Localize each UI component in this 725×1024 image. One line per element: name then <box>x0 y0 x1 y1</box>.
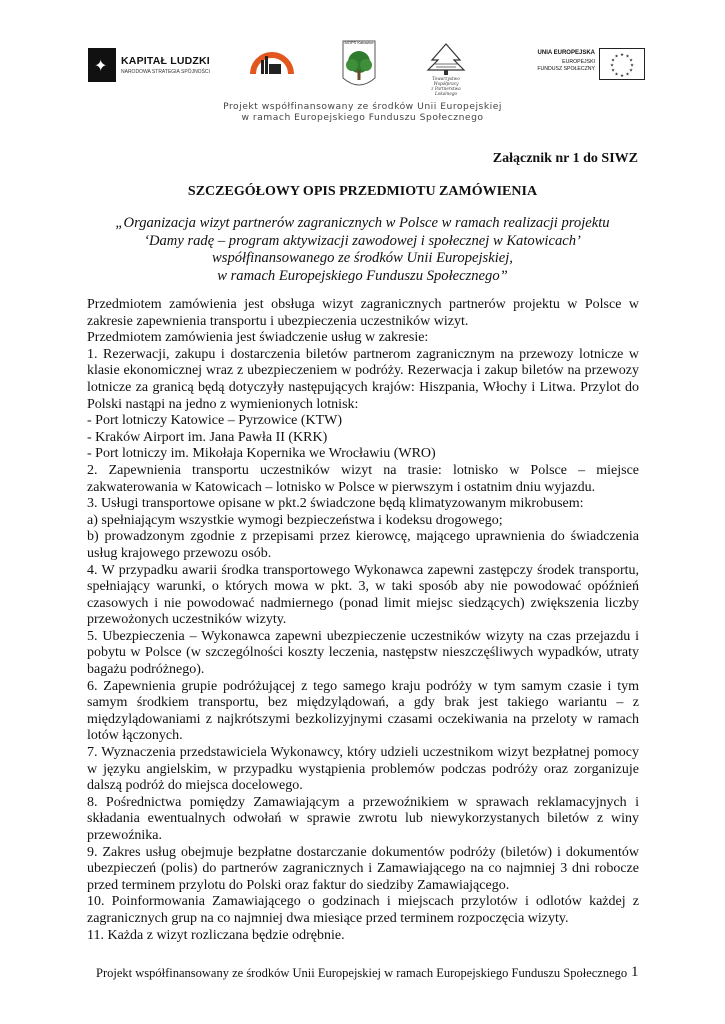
paragraph: 10. Poinformowania Zamawiającego o godzinach i miejscach przylotów i odlotów każdej z zagranicznych grup na co najmniej dwa miesiące przed terminem rozpoczęcia wizyty. <box>87 894 639 926</box>
document-subtitle <box>0 215 725 285</box>
paragraph: 8. Pośrednictwa pomiędzy Zamawiającym a przewoźnikiem w sprawach reklamacyjnych i składania ewentualnych odwołań w sprawie zwrotu lub niewykorzystanych biletów z winy przewoźnika. <box>87 794 639 843</box>
annex-label: Załącznik nr 1 do SIWZ <box>492 151 638 166</box>
svg-text:★: ★ <box>610 68 616 74</box>
paragraph: 3. Usługi transportowe opisane w pkt.2 świadczone będą klimatyzowanym mikrobusem: <box>87 496 584 512</box>
mops-katowice-logo <box>340 40 378 92</box>
mops-label: MOPS Katowice <box>344 40 374 45</box>
paragraph: a) spełniającym wszystkie wymogi bezpieczeństwa i kodeksu drogowego; <box>87 512 503 528</box>
star-icon: ✦ <box>94 56 108 75</box>
svg-text:★: ★ <box>614 54 619 60</box>
paragraph: 5. Ubezpieczenia – Wykonawca zapewni ubezpieczenie uczestników wizyty na czas przejazdu i pobytu w Polsce (w szczególności koszty leczenia, następstw nieszczęśliwych wypadków, utraty bagażu podróżnego). <box>87 628 639 678</box>
kapital-ludzki-emblem <box>88 48 116 82</box>
paragraph: 1. Rezerwacji, zakupu i dostarczenia biletów partnerom zagranicznym na przewozy lotnicze w klasie ekonomicznej wraz z ubezpieczeniem w podróży. Rezerwacja i zakup biletów na przewozy lotnicze za granicą będą dotyczyły następujących krajów: Hiszpania, Włochy i Litwa. Przylot do Polski nastąpi na jedno z wymienionych lotnisk: <box>87 346 639 412</box>
arch-logo-icon <box>247 40 297 80</box>
kapital-ludzki-subtitle: NARODOWA STRATEGIA SPÓJNOŚCI <box>121 69 210 75</box>
unia-europejska-logo <box>530 48 645 80</box>
airport-item: - Port lotniczy im. Mikołaja Kopernika we Wrocławiu (WRO) <box>87 446 436 462</box>
subtitle-line: ‘Damy radę – program aktywizacji zawodowej i społecznej w Katowicach’ <box>144 232 581 249</box>
header-caption-line-1: Projekt współfinansowany ze środków Unii Europejskiej <box>223 101 502 112</box>
svg-text:★: ★ <box>625 72 630 78</box>
towarzystwo-caption: Towarzystwo Współpracy z Partnerstwa Lokalnego <box>431 76 461 96</box>
towarzystwo-logo <box>420 42 472 94</box>
svg-text:★: ★ <box>614 72 619 78</box>
paragraph: 11. Każda z wizyt rozliczana będzie odrębnie. <box>87 927 345 943</box>
paragraph: 4. W przypadku awarii środka transportowego Wykonawca zapewni zastępczy środek transportu, spełniający warunki, o których mowa w pkt. 3, w taki sposób aby nie powodować opóźnień czasowych i nie powodować nadmiernego (ponad limit miejsc siedzących) zwiększenia liczby przewożonych uczestników wizyty. <box>87 562 639 628</box>
paragraph: Przedmiotem zamówienia jest świadczenie usług w zakresie: <box>87 330 429 346</box>
page-number: 1 <box>631 964 639 980</box>
header-caption-line-2: w ramach Europejskiego Funduszu Społecznego <box>241 112 484 123</box>
svg-text:★: ★ <box>619 53 625 58</box>
damy-rade-logo <box>247 40 297 80</box>
paragraph: 9. Zakres usług obejmuje bezpłatne dostarczanie dokumentów podróży (biletów) i dokumentów ubezpieczeń (polis) do partnerów zagranicznych i Zamawiającego na co najmniej 3 dni robocze przed terminem przylotu do Polski oraz faktur do siedziby Zamawiającego. <box>87 844 639 893</box>
eu-flag-icon <box>599 48 645 80</box>
svg-text:★: ★ <box>625 54 630 60</box>
tree-sketch-icon <box>420 42 472 76</box>
paragraph: Przedmiotem zamówienia jest obsługa wizyt zagranicznych partnerów projektu w Polsce w zakresie zapewnienia transportu i ubezpieczenia uczestników wizyt. <box>87 297 639 329</box>
document-content <box>87 297 639 944</box>
subtitle-line: w ramach Europejskiego Funduszu Społecznego” <box>217 267 508 284</box>
ue-fund-name: EUROPEJSKI FUNDUSZ SPOŁECZNY <box>537 59 595 72</box>
svg-text:★: ★ <box>628 68 634 74</box>
svg-text:★: ★ <box>609 63 615 69</box>
paragraph: b) prowadzonym zgodnie z przepisami przez kierowcę, mającego uprawnienia do świadczenia usług krajowego przewozu osób. <box>87 529 639 561</box>
kapital-ludzki-logo <box>88 46 213 86</box>
document-title: SZCZEGÓŁOWY OPIS PRZEDMIOTU ZAMÓWIENIA <box>187 184 538 199</box>
paragraph: 6. Zapewnienia grupie podróżującej z tego samego kraju podróży w tym samym czasie i tym samym środkiem transportu, bez międzylądowań, a gdy brak jest takiego wariantu – z międzylądowaniami z najkrótszymi bezkolizyjnymi czasami oczekiwania na przeloty w ramach lotów łączonych. <box>87 678 639 744</box>
subtitle-line: „Organizacja wizyt partnerów zagranicznych w Polsce w ramach realizacji projektu <box>115 215 610 231</box>
ue-title: UNIA EUROPEJSKA <box>537 50 595 56</box>
paragraph: 2. Zapewnienia transportu uczestników wizyt na trasie: lotnisko w Polsce – miejsce zakwaterowania w Katowicach – lotnisko w Polsce w pierwszym i ostatnim dniu wyjazdu. <box>87 462 639 495</box>
kapital-ludzki-title: KAPITAŁ LUDZKI <box>121 55 210 67</box>
airport-item: - Kraków Airport im. Jana Pawła II (KRK) <box>87 429 328 445</box>
paragraph: 7. Wyznaczenia przedstawiciela Wykonawcy, który udzieli uczestnikom wizyt bezpłatnej pomocy w języku angielskim, w przypadku wystąpienia problemów podczas podróży oraz zorganizuje dalszą podróż do miejsca docelowego. <box>87 745 639 794</box>
svg-text:★: ★ <box>619 74 625 79</box>
svg-text:★: ★ <box>629 63 635 69</box>
svg-text:★: ★ <box>628 58 634 64</box>
footer-text: Projekt współfinansowany ze środków Unii Europejskiej w ramach Europejskiego Funduszu Społecznego <box>96 966 628 980</box>
subtitle-line: współfinansowanego ze środków Unii Europejskiej, <box>212 250 513 266</box>
svg-text:★: ★ <box>610 58 616 64</box>
tree-icon <box>340 40 378 92</box>
airport-item: - Port lotniczy Katowice – Pyrzowice (KTW) <box>87 413 343 429</box>
